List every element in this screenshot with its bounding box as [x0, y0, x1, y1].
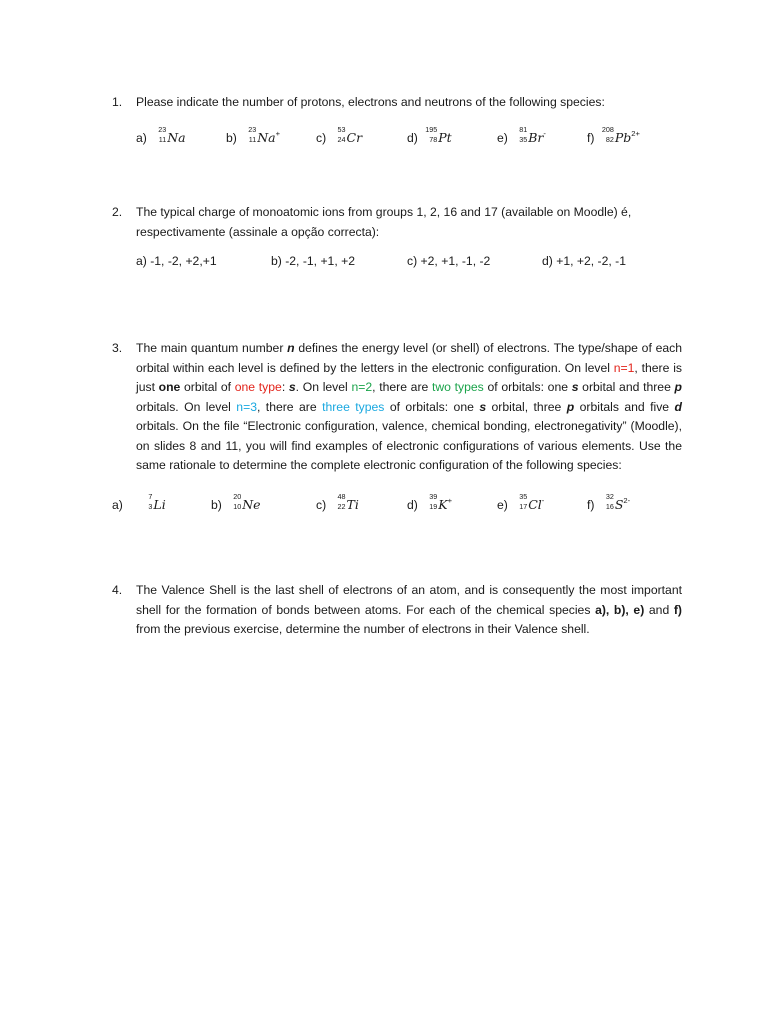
option-label: d)	[407, 498, 418, 512]
answer-option: c) +2, +1, -1, -2	[407, 254, 491, 268]
question-text: The Valence Shell is the last shell of electrons of an atom, and is consequently the most important shell for the formation of bonds between atoms. For each of the chemical species a), b), e) and f) from the previous exercise, determine the number of electrons in their Valence shell.	[136, 583, 682, 636]
three-types-highlight: three types	[322, 399, 385, 414]
option-label: e)	[497, 498, 508, 512]
option-label: d)	[407, 131, 418, 145]
question-3	[112, 339, 682, 476]
mass-number: 208	[601, 125, 614, 134]
level-n3: n=3	[236, 399, 257, 414]
isotope-notation	[150, 125, 167, 145]
option-label: c)	[316, 131, 327, 145]
species-option	[407, 124, 452, 148]
isotope-notation	[511, 492, 528, 512]
question-1-options	[136, 124, 706, 146]
isotope-notation	[598, 492, 614, 512]
question-text: The typical charge of monoatomic ions from groups 1, 2, 16 and 17 (available on Moodle) é, respectivamente (assinale a opção correcta):	[136, 205, 632, 239]
element-symbol: Na	[167, 130, 186, 145]
mass-number: 35	[519, 492, 528, 501]
option-label: a)	[136, 131, 147, 145]
isotope-notation	[240, 125, 257, 145]
species-option	[136, 124, 186, 148]
species-option	[497, 124, 546, 148]
option-label: f)	[587, 131, 595, 145]
question-number: 1.	[112, 95, 123, 109]
mass-number: 23	[158, 125, 167, 134]
species-option	[407, 491, 452, 515]
ion-charge: 2+	[631, 129, 640, 138]
option-label: e)	[497, 131, 508, 145]
ion-charge: +	[275, 129, 281, 138]
atomic-number: 82	[605, 135, 614, 144]
species-option	[497, 491, 544, 515]
species-option	[587, 491, 630, 515]
question-number: 2.	[112, 205, 123, 219]
atomic-number: 19	[429, 502, 438, 511]
mass-number: 195	[425, 125, 438, 134]
ion-charge: +	[447, 496, 453, 505]
atomic-number: 11	[158, 135, 167, 144]
element-symbol: Na	[257, 130, 276, 145]
ion-charge: 2-	[623, 496, 631, 505]
species-option	[112, 491, 166, 515]
two-types-highlight: two types	[431, 380, 484, 394]
answer-option: a) -1, -2, +2,+1	[136, 254, 217, 268]
species-option	[316, 124, 362, 148]
mass-number: 20	[233, 492, 242, 501]
isotope-notation	[421, 125, 438, 145]
isotope-notation	[598, 125, 614, 145]
mass-number: 7	[148, 492, 153, 501]
element-symbol: Pt	[438, 130, 452, 145]
mass-number: 81	[519, 125, 528, 134]
question-2	[112, 203, 682, 242]
mass-number: 48	[337, 492, 346, 501]
question-1	[112, 93, 682, 113]
one-type-highlight: one type	[234, 380, 282, 394]
element-symbol: Li	[153, 497, 166, 512]
element-symbol: K	[438, 497, 448, 512]
option-label: f)	[587, 498, 595, 512]
element-symbol: Ti	[346, 497, 359, 512]
question-2-options	[136, 251, 706, 273]
level-n2: n=2	[351, 380, 373, 394]
atomic-number: 22	[337, 502, 346, 511]
atomic-number: 16	[605, 502, 614, 511]
element-symbol: Pb	[614, 130, 632, 145]
isotope-notation	[136, 492, 153, 512]
option-label: c)	[316, 498, 327, 512]
ion-charge: -	[541, 496, 545, 505]
element-symbol: Cl	[528, 497, 542, 512]
question-text: Please indicate the number of protons, electrons and neutrons of the following species:	[136, 95, 605, 109]
atomic-number: 24	[337, 135, 346, 144]
question-3-options	[112, 491, 682, 513]
species-option	[211, 491, 261, 515]
ion-charge: -	[543, 129, 546, 138]
option-label: b)	[226, 131, 237, 145]
atomic-number: 3	[148, 502, 153, 511]
atomic-number: 78	[429, 135, 438, 144]
question-4	[112, 581, 682, 640]
isotope-notation	[511, 125, 528, 145]
atomic-number: 35	[519, 135, 528, 144]
level-n1: n=1	[613, 360, 635, 375]
mass-number: 23	[248, 125, 257, 134]
emphasis-n: n	[287, 341, 295, 355]
atomic-number: 17	[519, 502, 528, 511]
atomic-number: 11	[248, 135, 257, 144]
option-label: b)	[211, 498, 222, 512]
question-text: The main quantum number n defines the energy level (or shell) of electrons. The type/shape of each orbital within each level is defined by the letters in the electronic configuration. On level n=1, there is just one orbital of one type: s. On level n=2, there are two types of orbitals: one s orbital and three p orbitals. On level n=3, there are three types of orbitals: one s orbital, three p orbitals and five d orbitals. On the file “Electronic configuration, valence, chemical bonding, electronegativity” (Moodle), on slides 8 and 11, you will find examples of electronic configurations of various elements. Use the same rationale to determine the complete electronic configuration of the following species:	[136, 341, 683, 472]
isotope-notation	[421, 492, 438, 512]
isotope-notation	[330, 125, 346, 145]
atomic-number: 10	[233, 502, 242, 511]
element-symbol: S	[614, 497, 624, 512]
mass-number: 53	[337, 125, 346, 134]
mass-number: 32	[605, 492, 614, 501]
species-option	[226, 124, 280, 148]
question-number: 4.	[112, 583, 123, 597]
isotope-notation	[330, 492, 346, 512]
element-symbol: Br	[528, 130, 544, 145]
mass-number: 39	[429, 492, 438, 501]
isotope-notation	[225, 492, 242, 512]
answer-option: b) -2, -1, +1, +2	[271, 254, 356, 268]
species-option	[316, 491, 359, 515]
species-option	[587, 124, 640, 148]
option-label: a)	[112, 498, 123, 512]
question-number: 3.	[112, 341, 123, 355]
answer-option: d) +1, +2, -2, -1	[542, 254, 627, 268]
element-symbol: Cr	[346, 130, 363, 145]
element-symbol: Ne	[242, 497, 261, 512]
